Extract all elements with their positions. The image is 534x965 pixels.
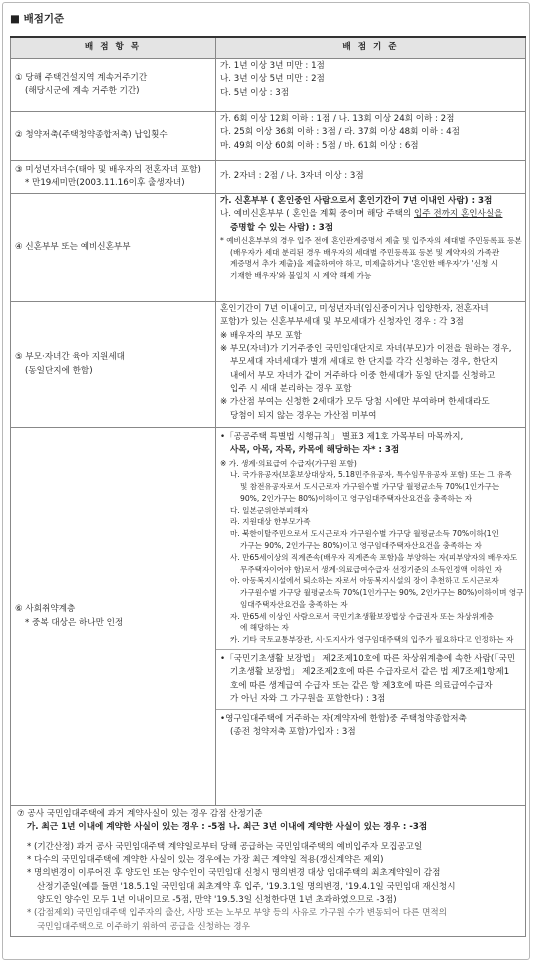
row-criteria-1: 가. 1년 이상 3년 미만 : 1점 나. 3년 이상 5년 미만 : 2점 다. 5년 이상 : 3점 bbox=[216, 59, 526, 112]
row-criteria-4: 가. 신혼부부 ( 혼인중인 사람으로서 혼인기간이 7년 이내인 사람) : 3점 나. 예비신혼부부 ( 혼인을 계획 중이며 해당 주택의 입주 전까지 혼인사실을 증명할 수 있는 사람) : 3점 * 예비신혼부부의 경우 입주 전에 혼인관계증명서 제출 및 입주자의 세대별 주민등록표 등본 (배우자가 세대 분리된 경우 배우자의 세대별 주민등록표 등본 및 계약자의 가족관 계증명서 추가 제출)을 제출하여야 하고, 미제출하거나 '혼인한 배우자'가 '신청 시 기재한 배우자'와 불일치 시 계약 해제 가능 bbox=[216, 194, 526, 302]
row-criteria-6 bbox=[216, 428, 526, 806]
table-row bbox=[11, 59, 526, 112]
table-row bbox=[11, 194, 526, 302]
row-item-1: ① 당해 주택건설지역 계속거주기간 (해당시군에 계속 거주한 기간) bbox=[11, 59, 216, 112]
vulnerable-class-b: •「국민기초생활 보장법」 제2조제10호에 따른 차상위계층에 속한 사람(「국민 기초생활 보장법」 제2조제2호에 따른 수급자로서 같은 법 제7조제1항제1 호에 따른 생계급여 수급자 또는 같은 항 제3호에 따른 의료급여수급자 가 아닌 자와 그 가구원을 포함한다) : 3점 bbox=[216, 650, 525, 710]
header-criteria: 배 점 기 준 bbox=[216, 37, 526, 59]
scoring-table bbox=[10, 36, 526, 937]
deduction-criteria: ⑦ 공사 국민임대주택에 과거 계약사실이 있는 경우 감점 산정기준 가. 최근 1년 이내에 계약한 사실이 있는 경우 : -5점 나. 최근 3년 이내에 계약한 사실이 있는 경우 : -3점 * (기간산정) 과거 공사 국민임대주택 계약일로부터 당해 공급하는 국민임대주택의 예비입주자 모집공고일 * 다수의 국민임대주택에 계약한 사실이 있는 경우에는 가장 최근 계약일 적용(갱신계약은 제외) * 명의변경이 이루어진 후 양도인 또는 양수인이 국민임대 신청시 명의변경 대상 임대주택의 최초계약일이 감점 산정기준일(예를 들면 '18.5.1일 국민임대 최초계약 후 입주, '19.3.1일 명의변경, '19.4.1일 국민임대 재신청시 양도인 양수인 모두 1년 이내이므로 -5점, 만약 '19.5.3일 신청한다면 1년 초과하였으므로 -3점) * (감점제외) 국민임대주택 입주자의 출산, 사망 또는 노부모 부양 등의 사유로 가구원 수가 변동되어 다른 면적의 국민임대주택으로 이주하기 위하여 공급을 신청하는 경우 bbox=[11, 806, 526, 937]
row-item-3: ③ 미성년자녀수(태아 및 배우자의 전혼자녀 포함) * 만19세미만(2003.11.16이후 출생자녀) bbox=[11, 161, 216, 194]
row-item-5: ⑤ 부모·자녀간 육아 지원세대 (동일단지에 한함) bbox=[11, 302, 216, 428]
vulnerable-class-a: •「공공주택 특별법 시행규칙」 별표3 제1호 가목부터 마목까지, 사목, 아목, 자목, 카목에 해당하는 자* : 3점 ※ 가. 생계·의료급여 수급자(가구원 포함) 나. 국가유공자(보훈보상대상자, 5.18민주유공자, 특수임무유공자 포함) 또는 그 유족 및 참전유공자로서 도시근로자 가구원수별 가구당 월평균소득 70%(1인가구는 90%, 2인가구는 80%)이하이고 영구임대주택자산요건을 충족하는 자 다. 일본군위안부피해자 라. 지원대상 한부모가족 마. 북한이탈주민으로서 도시근로자 가구원수별 가구당 월평균소득 70%이하(1인 가구는 90%, 2인가구는 80%)이고 영구임대주택자산요건을 충족하는 자 사. 만65세이상의 직계존속(배우자 직계존속 포함)을 부양하는 자(피부양자의 배우자도 무주택자이어야 함)로서 생계·의료급여수급자 선정기준의 소득인정액 이하인 자 아. 아동복지시설에서 퇴소하는 자로서 아동복지시설의 장이 추천하고 도시근로자 가구원수별 가구당 월평균소득 70%(1인가구는 90%, 2인가구는 80%)이하이며 영구 임대주택자산요건을 충족하는 자 자. 만65세 이상인 사람으로서 국민기초생활보장법상 수급권자 또는 차상위계층 에 해당하는 자 카. 기타 국토교통부장관, 시·도지사가 영구임대주택의 입주가 필요하다고 인정하는 자 bbox=[216, 428, 525, 650]
row-criteria-3: 가. 2자녀 : 2점 / 나. 3자녀 이상 : 3점 bbox=[216, 161, 526, 194]
header-item: 배 점 항 목 bbox=[11, 37, 216, 59]
section-title: ■ 배점기준 bbox=[10, 13, 65, 25]
row-criteria-5: 혼인기간이 7년 이내이고, 미성년자녀(임신중이거나 입양한자, 전혼자녀 포함)가 있는 신혼부부세대 및 부모세대가 신청자인 경우 : 각 3점 ※ 배우자의 부모 포함 ※ 부모(자녀)가 기거주중인 국민임대단지로 자녀(부모)가 이전을 원하는 경우, 부모세대 자녀세대가 별개 세대로 한 단지를 각각 신청하는 경우, 한단지 내에서 부모 자녀가 같이 거주하다 이중 한세대가 동일 단지를 신청하고 입주 시 세대 분리하는 경우 포함 ※ 가산점 부여는 신청한 2세대가 모두 당첨 시에만 부여하며 한세대라도 당첨이 되지 않는 경우는 가산점 미부여 bbox=[216, 302, 526, 428]
table-row bbox=[11, 302, 526, 428]
table-row bbox=[11, 112, 526, 161]
table-row bbox=[11, 161, 526, 194]
row-item-2: ② 청약저축(주택청약종합저축) 납입횟수 bbox=[11, 112, 216, 161]
row-item-6: ⑥ 사회취약계층 * 중복 대상은 하나만 인정 bbox=[11, 428, 216, 806]
vulnerable-class-c: •영구임대주택에 거주하는 자(계약자에 한함)중 주택청약종합저축 (종전 청약저축 포함)가입자 : 3점 bbox=[220, 714, 467, 738]
table-header-row bbox=[11, 37, 526, 59]
table-row bbox=[11, 428, 526, 806]
row-criteria-2: 가. 6회 이상 12회 이하 : 1점 / 나. 13회 이상 24회 이하 : 2점 다. 25회 이상 36회 이하 : 3점 / 라. 37회 이상 48회 이하 : 4점 마. 49회 이상 60회 이하 : 5점 / 바. 61회 이상 : 6점 bbox=[216, 112, 526, 161]
table-row bbox=[11, 806, 526, 937]
row-item-4: ④ 신혼부부 또는 예비신혼부부 bbox=[11, 194, 216, 302]
